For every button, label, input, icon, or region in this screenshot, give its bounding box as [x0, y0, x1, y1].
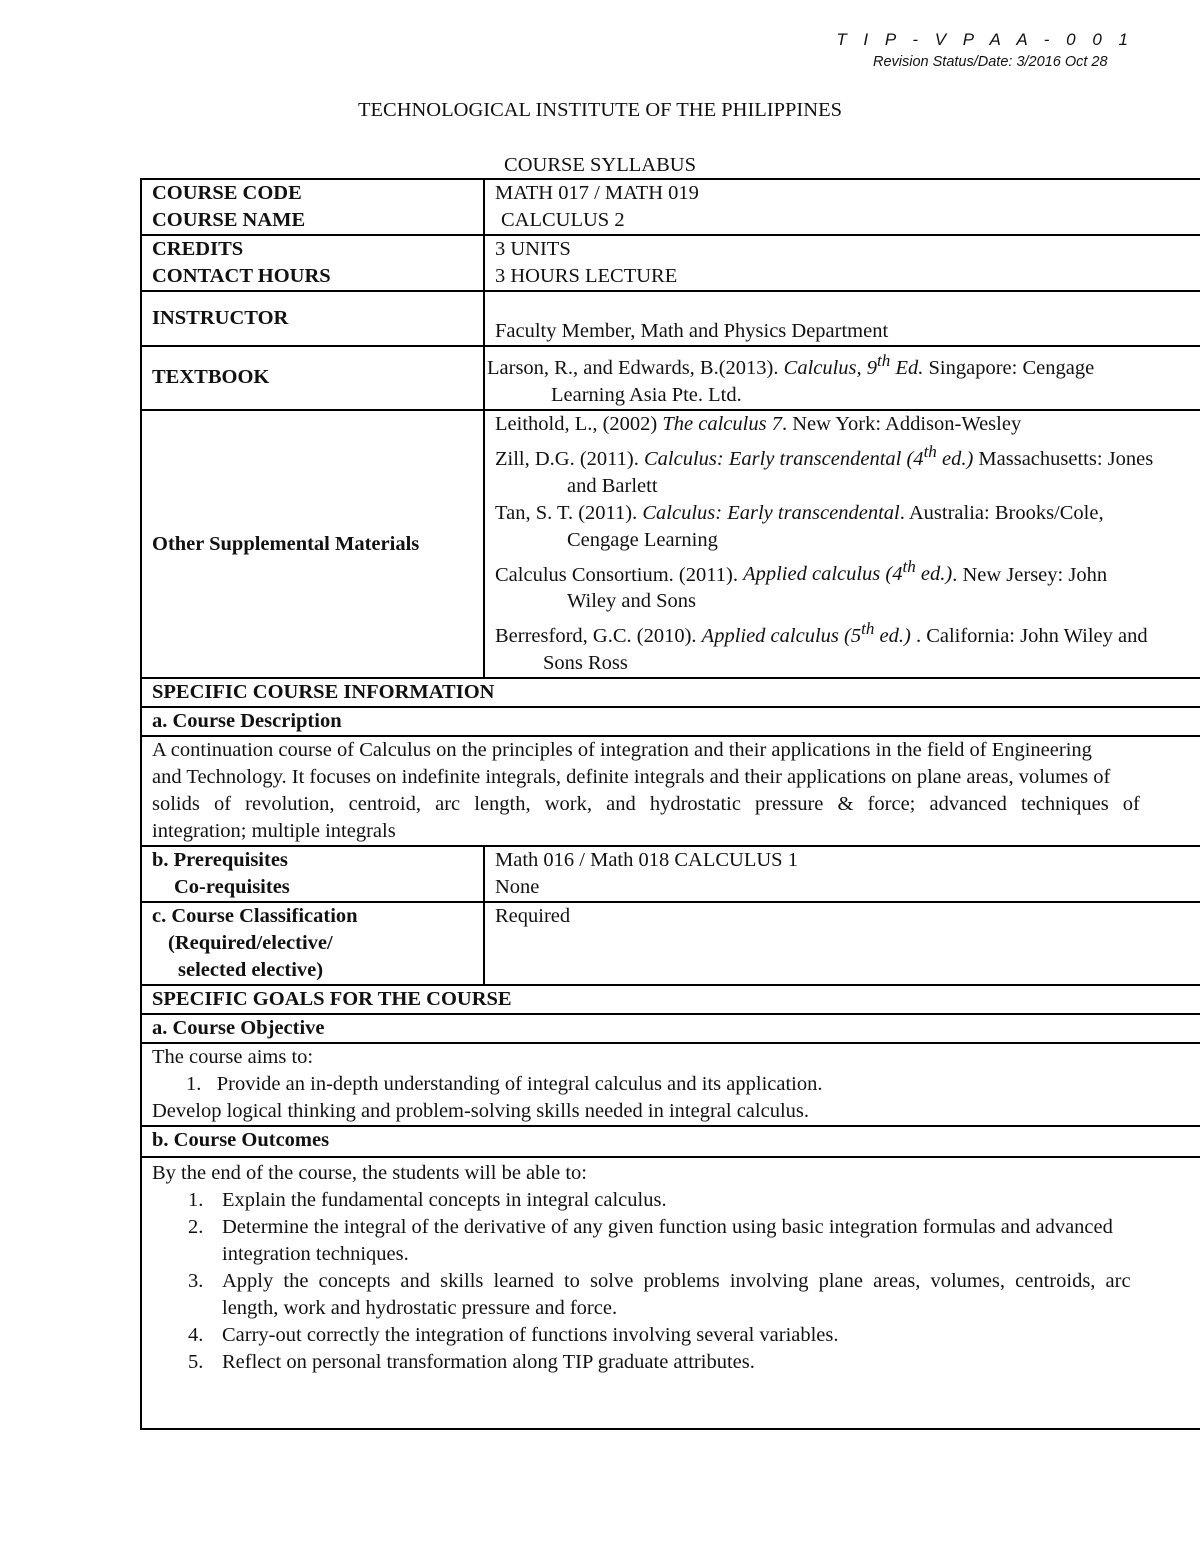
- row-objective-label: [141, 1014, 1200, 1043]
- ref-1: Leithold, L., (2002) The calculus 7. New York: Addison-Wesley: [495, 412, 1022, 435]
- course-outcomes-label: b. Course Outcomes: [141, 1126, 1200, 1157]
- course-outcomes: [141, 1157, 1200, 1429]
- row-supplemental: [141, 410, 1200, 678]
- corequisites-value: None: [495, 876, 540, 899]
- textbook-value: [484, 346, 1200, 410]
- credits-label: CREDITS: [152, 238, 244, 260]
- textbook-label: TEXTBOOK: [141, 346, 484, 410]
- row-objectives: [141, 1043, 1200, 1126]
- course-name-label: COURSE NAME: [152, 209, 306, 231]
- specific-info-heading: SPECIFIC COURSE INFORMATION: [141, 678, 1200, 707]
- instructor-value: Faculty Member, Math and Physics Department: [484, 291, 1200, 346]
- row-desc: [141, 736, 1200, 846]
- ref-3: Tan, S. T. (2011). Calculus: Early transcendental. Australia: Brooks/Cole,: [495, 501, 1104, 524]
- outcomes-intro: By the end of the course, the students will be able to:: [152, 1162, 587, 1185]
- contact-hours-value: 3 HOURS LECTURE: [495, 265, 678, 287]
- row-specific-info: [141, 678, 1200, 707]
- supplemental-label: Other Supplemental Materials: [141, 410, 484, 678]
- prereq-values-cell: [484, 846, 1200, 902]
- row-credits: [141, 235, 1200, 291]
- objective-item: 1. Provide an in-depth understanding of integral calculus and its application.: [186, 1073, 823, 1096]
- prerequisites-value: Math 016 / Math 018 CALCULUS 1: [495, 849, 798, 872]
- ref-3-cont: Cengage Learning: [567, 528, 718, 551]
- document-code: T I P - V P A A - 0 0 1: [836, 30, 1134, 49]
- course-labels-cell: [141, 179, 484, 235]
- row-course: [141, 179, 1200, 235]
- prerequisites-label: b. Prerequisites: [152, 849, 288, 872]
- revision-status: Revision Status/Date: 3/2016 Oct 28: [873, 54, 1108, 70]
- course-description-label: a. Course Description: [141, 707, 1200, 736]
- desc-line-2: and Technology. It focuses on indefinite integrals, definite integrals and their applications on plane areas, volumes of: [152, 766, 1111, 789]
- classification-value: Required: [484, 902, 1200, 985]
- textbook-line: Larson, R., and Edwards, B.(2013). Calculus, 9th Ed. Singapore: Cengage: [487, 351, 1095, 379]
- ref-5: Berresford, G.C. (2010). Applied calculus (5th ed.) . California: John Wiley and: [495, 619, 1148, 648]
- outcome-3: 3. Apply the concepts and skills learned to solve problems involving plane areas, volumes, centroids, arc: [188, 1270, 1131, 1293]
- row-classification: [141, 902, 1200, 985]
- classification-label: c. Course Classification: [152, 905, 358, 928]
- course-values-cell: [484, 179, 1200, 235]
- outcome-3-cont: length, work and hydrostatic pressure and force.: [222, 1297, 618, 1320]
- outcome-2-cont: integration techniques.: [222, 1243, 409, 1266]
- institution-title: TECHNOLOGICAL INSTITUTE OF THE PHILIPPINES: [357, 99, 842, 121]
- contact-hours-label: CONTACT HOURS: [152, 265, 331, 287]
- ref-4: Calculus Consortium. (2011). Applied calculus (4th ed.). New Jersey: John: [495, 557, 1108, 586]
- ref-2-cont: and Barlett: [567, 474, 658, 497]
- classification-labels-cell: [141, 902, 484, 985]
- row-textbook: [141, 346, 1200, 410]
- ref-4-cont: Wiley and Sons: [567, 590, 696, 613]
- corequisites-label: Co-requisites: [174, 876, 290, 899]
- row-outcomes-label: [141, 1126, 1200, 1157]
- outcome-4: 4. Carry-out correctly the integration of functions involving several variables.: [188, 1324, 839, 1347]
- outcome-1: 1. Explain the fundamental concepts in integral calculus.: [188, 1189, 667, 1212]
- objective-extra: Develop logical thinking and problem-solving skills needed in integral calculus.: [152, 1100, 809, 1123]
- course-objectives: [141, 1043, 1200, 1126]
- desc-line-3: solids of revolution, centroid, arc length, work, and hydrostatic pressure & force; advanced techniques of: [152, 793, 1140, 816]
- row-goals: [141, 985, 1200, 1014]
- credits-value: 3 UNITS: [495, 238, 571, 260]
- row-prereq: [141, 846, 1200, 902]
- prereq-labels-cell: [141, 846, 484, 902]
- course-code-label: COURSE CODE: [152, 182, 302, 204]
- outcome-2: 2. Determine the integral of the derivative of any given function using basic integration formulas and advanced: [188, 1216, 1113, 1239]
- supplemental-refs: [484, 410, 1200, 678]
- course-code-value: MATH 017 / MATH 019: [495, 182, 699, 204]
- course-name-value: CALCULUS 2: [501, 209, 625, 231]
- row-desc-label: [141, 707, 1200, 736]
- course-objective-label: a. Course Objective: [141, 1014, 1200, 1043]
- credits-values-cell: [484, 235, 1200, 291]
- classification-label-3: selected elective): [178, 959, 324, 982]
- ref-2: Zill, D.G. (2011). Calculus: Early transcendental (4th ed.) Massachusetts: Jones: [495, 441, 1154, 470]
- goals-heading: SPECIFIC GOALS FOR THE COURSE: [141, 985, 1200, 1014]
- outcome-5: 5. Reflect on personal transformation along TIP graduate attributes.: [188, 1351, 755, 1374]
- instructor-label: INSTRUCTOR: [141, 291, 484, 346]
- row-instructor: [141, 291, 1200, 346]
- credits-labels-cell: [141, 235, 484, 291]
- desc-line-1: A continuation course of Calculus on the principles of integration and their applications in the field of Engineering: [152, 739, 1092, 762]
- objective-intro: The course aims to:: [152, 1046, 314, 1069]
- textbook-line-cont: Learning Asia Pte. Ltd.: [551, 383, 742, 406]
- ref-5-cont: Sons Ross: [543, 652, 628, 675]
- desc-line-4: integration; multiple integrals: [152, 820, 396, 843]
- row-outcomes: [141, 1157, 1200, 1429]
- course-description: [141, 736, 1200, 846]
- classification-label-2: (Required/elective/: [168, 932, 333, 955]
- document-title: COURSE SYLLABUS: [504, 154, 696, 176]
- syllabus-table: [140, 178, 1200, 1430]
